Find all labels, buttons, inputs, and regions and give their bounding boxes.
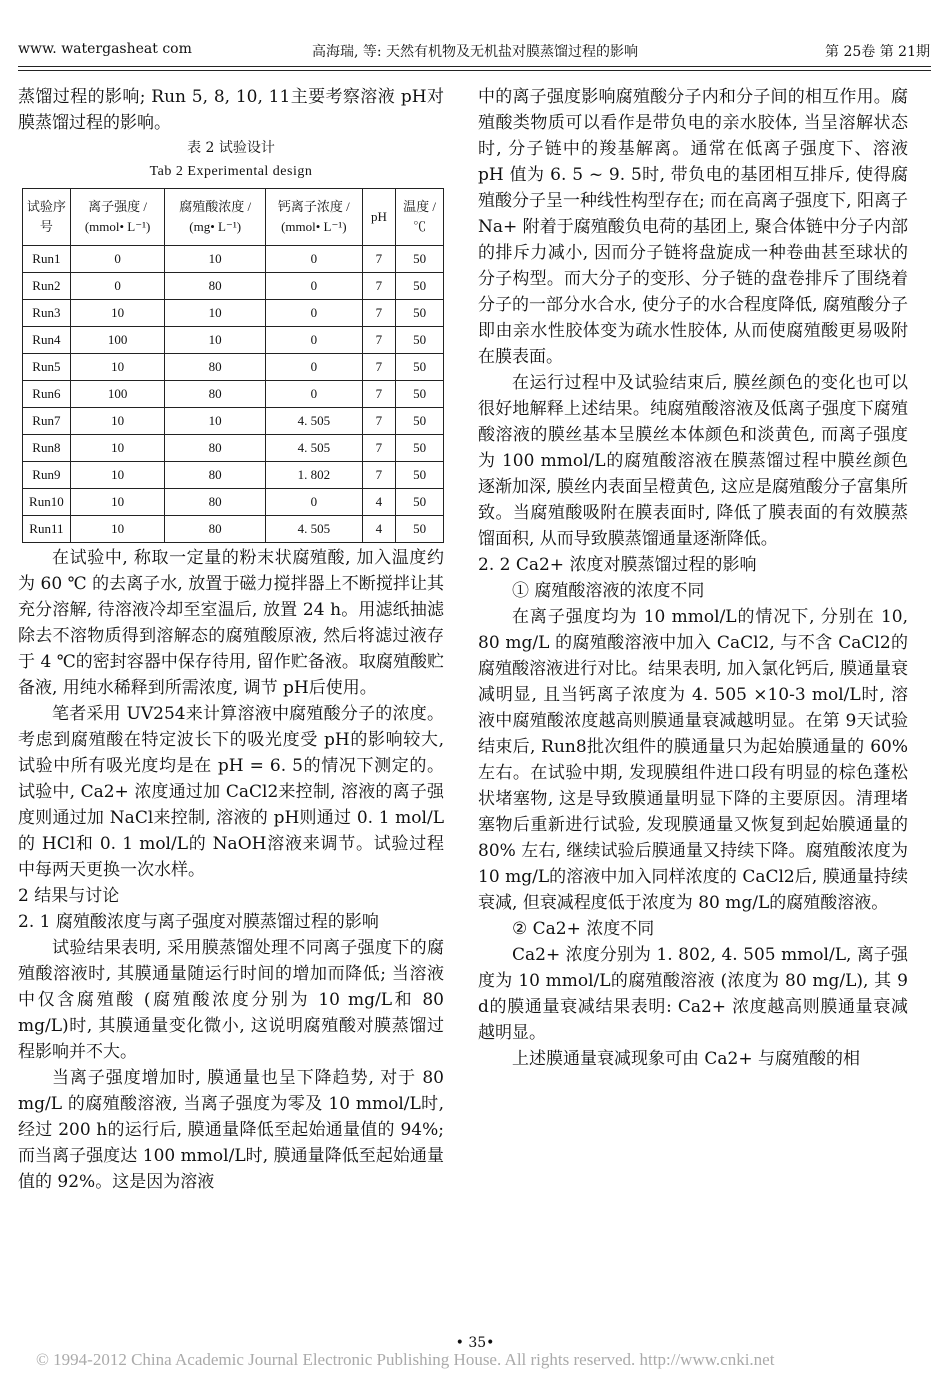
table-row — [23, 300, 444, 327]
table-cell: 50 — [396, 516, 444, 543]
table-row — [23, 435, 444, 462]
table-cell: Run1 — [23, 246, 71, 273]
table-cell: 50 — [396, 273, 444, 300]
table-row — [23, 381, 444, 408]
sub-item-2: ② Ca2+ 浓度不同 — [512, 919, 655, 939]
paragraph-membrane-color: 在运行过程中及试验结束后, 膜丝颜色的变化也可以很好地解释上述结果。纯腐殖酸溶液及低离子强度下腐殖酸溶液的膜丝基本呈膜丝本体颜色和淡黄色, 而离子强度为 100 mmol/L的腐殖酸溶液在膜蒸馏过程中膜丝颜色逐渐加深, 膜丝内表面呈橙黄色, 这应是腐殖酸分子富集所致。当腐殖酸吸附在膜表面时, 降低了膜表面的有效膜蒸馏面积, 从而导致膜蒸馏通量逐渐降低。 — [478, 373, 908, 549]
table-row — [23, 462, 444, 489]
table-cell: 80 — [165, 381, 266, 408]
header-rule-bottom — [18, 70, 931, 71]
table-cell: 7 — [362, 300, 396, 327]
table-cell: 0 — [70, 246, 165, 273]
table-cell: 1. 802 — [266, 462, 363, 489]
table-cell: Run9 — [23, 462, 71, 489]
table-cell: 7 — [362, 462, 396, 489]
paragraph-results-2: 当离子强度增加时, 膜通量也呈下降趋势, 对于 80 mg/L 的腐殖酸溶液, 当离子强度为零及 10 mmol/L时, 经过 200 h的运行后, 膜通量降低至起始通量值的 94%; 而当离子强度达 100 mmol/L时, 膜通量降低至起始通量值的 92%。这是因为溶液 — [18, 1068, 444, 1192]
table-cell: Run10 — [23, 489, 71, 516]
header-calcium-conc: 钙离子浓度 / (mmol• L⁻¹) — [266, 189, 363, 246]
table-cell: 7 — [362, 381, 396, 408]
table-cell: 80 — [165, 354, 266, 381]
table-cell: 4. 505 — [266, 435, 363, 462]
table-cell: 50 — [396, 408, 444, 435]
table-cell: 7 — [362, 327, 396, 354]
table-cell: 7 — [362, 354, 396, 381]
table-cell: 50 — [396, 300, 444, 327]
table-cell: 80 — [165, 435, 266, 462]
section-heading-results: 2 结果与讨论 — [18, 886, 120, 906]
running-title: 高海瑞, 等: 天然有机物及无机盐对膜蒸馏过程的影响 — [311, 44, 639, 60]
table-cell: 0 — [266, 354, 363, 381]
table-cell: 0 — [266, 381, 363, 408]
table-cell: 7 — [362, 273, 396, 300]
paragraph-continued: 蒸馏过程的影响; Run 5, 8, 10, 11主要考察溶液 pH对膜蒸馏过程的影响。 — [18, 87, 444, 133]
table-cell: 0 — [266, 327, 363, 354]
table-cell: 50 — [396, 462, 444, 489]
table-row — [23, 354, 444, 381]
table-row — [23, 516, 444, 543]
table-cell: 0 — [266, 273, 363, 300]
table-caption-cn: 表 2 试验设计 — [187, 140, 275, 156]
table-cell: Run8 — [23, 435, 71, 462]
table-cell: 7 — [362, 408, 396, 435]
paragraph-ca-concentration: Ca2+ 浓度分别为 1. 802, 4. 505 mmol/L, 离子强度为 10 mmol/L的腐殖酸溶液 (浓度为 80 mg/L), 其 9 d的膜通量衰减结果表明: Ca2+ 浓度越高则膜通量衰减越明显。 — [478, 945, 908, 1043]
header-humic-conc: 腐殖酸浓度 / (mg• L⁻¹) — [165, 189, 266, 246]
table-cell: Run3 — [23, 300, 71, 327]
table-cell: 50 — [396, 381, 444, 408]
table-header-row — [23, 189, 444, 246]
table-cell: 4 — [362, 489, 396, 516]
table-cell: 50 — [396, 327, 444, 354]
table-cell: 10 — [70, 435, 165, 462]
table-cell: Run5 — [23, 354, 71, 381]
subsection-heading-2-2: 2. 2 Ca2+ 浓度对膜蒸馏过程的影响 — [478, 555, 757, 575]
table-cell: 10 — [70, 408, 165, 435]
table-cell: 0 — [266, 489, 363, 516]
table-cell: 50 — [396, 246, 444, 273]
header-rule-top — [18, 66, 931, 67]
table-cell: 4 — [362, 516, 396, 543]
table-cell: Run2 — [23, 273, 71, 300]
page-number: • 35• — [455, 1335, 495, 1351]
table-cell: 50 — [396, 435, 444, 462]
table-cell: Run4 — [23, 327, 71, 354]
table-cell: 50 — [396, 354, 444, 381]
journal-website: www. watergasheat com — [18, 41, 192, 57]
table-cell: 80 — [165, 489, 266, 516]
table-cell: 10 — [70, 300, 165, 327]
table-caption-en: Tab 2 Experimental design — [149, 164, 313, 179]
table-cell: 10 — [165, 408, 266, 435]
table-cell: 10 — [165, 246, 266, 273]
volume-issue: 第 25卷 第 21期 — [825, 44, 930, 60]
table-cell: Run6 — [23, 381, 71, 408]
table-cell: 10 — [70, 462, 165, 489]
table-cell: 10 — [165, 327, 266, 354]
table-cell: 7 — [362, 246, 396, 273]
page-header — [0, 0, 950, 78]
table-cell: 7 — [362, 435, 396, 462]
table-row — [23, 246, 444, 273]
table-cell: 80 — [165, 273, 266, 300]
header-temperature: 温度 / ℃ — [396, 189, 444, 246]
table-cell: Run11 — [23, 516, 71, 543]
subsection-heading-2-1: 2. 1 腐殖酸浓度与离子强度对膜蒸馏过程的影响 — [18, 912, 379, 932]
table-cell: Run7 — [23, 408, 71, 435]
header-ionic-strength: 离子强度 / (mmol• L⁻¹) — [70, 189, 165, 246]
paragraph-cacl2-effect: 在离子强度均为 10 mmol/L的情况下, 分别在 10, 80 mg/L 的腐殖酸溶液中加入 CaCl2, 与不含 CaCl2的腐殖酸溶液进行对比。结果表明, 加入氯化钙后, 膜通量衰减明显, 且当钙离子浓度为 4. 505 ×10-3 mol/L时, 溶液中腐殖酸浓度越高则膜通量衰减越明显。在第 9天试验结束后, Run8批次组件的膜通量只为起始膜通量的 60% 左右。在试验中期, 发现膜组件进口段有明显的棕色蓬松状堵塞物, 这是导致膜通量明显下降的主要原因。清理堵塞物后重新进行试验, 发现膜通量又恢复到起始膜通量的 80% 左右, 继续试验后膜通量又持续下降。腐殖酸浓度为 10 mg/L的溶液中加入同样浓度的 CaCl2后, 膜通量持续衰减, 但衰减程度低于浓度为 80 mg/L的腐殖酸溶液。 — [478, 607, 908, 913]
table-cell: 10 — [70, 516, 165, 543]
table-cell: 0 — [266, 300, 363, 327]
paragraph-ionic-mechanism: 中的离子强度影响腐殖酸分子内和分子间的相互作用。腐殖酸类物质可以看作是带负电的亲水胶体, 当呈溶解状态时, 分子链中的羧基解离。通常在低离子强度下、溶液 pH 值为 6. 5 ~ 9. 5时, 带负电的基团相互排斥, 使得腐殖酸分子呈一种线性构型存在; 而在高离子强度下, 阳离子 Na+ 附着于腐殖酸负电荷的基团上, 聚合体链中分子内部的排斥力减小, 因而分子链将盘旋成一种卷曲甚至球状的分子构型。而大分子的变形、分子链的盘卷排斥了围绕着分子的一部分水合水, 使分子的水合程度降低, 腐殖酸分子即由亲水性胶体变为疏水性胶体, 从而使腐殖酸更易吸附在膜表面。 — [478, 87, 908, 367]
table-cell: 0 — [70, 273, 165, 300]
table-cell: 10 — [165, 300, 266, 327]
copyright-watermark: © 1994-2012 China Academic Journal Electronic Publishing House. All rights reserved. http://www.cnki.net — [36, 1350, 775, 1369]
experimental-design-table — [22, 188, 444, 543]
paragraph-flux-decline: 上述膜通量衰减现象可由 Ca2+ 与腐殖酸的相 — [512, 1049, 861, 1069]
table-cell: 80 — [165, 462, 266, 489]
table-cell: 0 — [266, 246, 363, 273]
header-run: 试验序号 — [23, 189, 71, 246]
table-cell: 4. 505 — [266, 408, 363, 435]
table-cell: 100 — [70, 381, 165, 408]
left-column — [18, 84, 444, 1195]
paragraph-uv-method: 笔者采用 UV254来计算溶液中腐殖酸分子的浓度。考虑到腐殖酸在特定波长下的吸光度受 pH的影响较大, 试验中所有吸光度均是在 pH = 6. 5的情况下测定的。试验中, Ca2+ 浓度通过加 CaCl2来控制, 溶液的离子强度则通过加 NaCl来控制, 溶液的 pH则通过 0. 1 mol/L的 HCl和 0. 1 mol/L的 NaOH溶液来调节。试验过程中每两天更换一次水样。 — [18, 704, 444, 880]
table-cell: 10 — [70, 489, 165, 516]
table-row — [23, 273, 444, 300]
table-row — [23, 327, 444, 354]
table-cell: 100 — [70, 327, 165, 354]
paragraph-results-1: 试验结果表明, 采用膜蒸馏处理不同离子强度下的腐殖酸溶液时, 其膜通量随运行时间的增加而降低; 当溶液中仅含腐殖酸 (腐殖酸浓度分别为 10 mg/L和 80 mg/L)时, 其膜通量变化微小, 这说明腐殖酸对膜蒸馏过程影响并不大。 — [18, 938, 444, 1062]
table-cell: 80 — [165, 516, 266, 543]
right-column — [478, 84, 908, 1072]
table-row — [23, 489, 444, 516]
table-row — [23, 408, 444, 435]
table-cell: 4. 505 — [266, 516, 363, 543]
table-cell: 10 — [70, 354, 165, 381]
paragraph-preparation: 在试验中, 称取一定量的粉末状腐殖酸, 加入温度约为 60 ℃ 的去离子水, 放置于磁力搅拌器上不断搅拌让其充分溶解, 待溶液冷却至室温后, 放置 24 h。用滤纸抽滤除去不溶物质得到溶解态的腐殖酸原液, 然后将滤过液存于 4 ℃的密封容器中保存待用, 留作贮备液。取腐殖酸贮备液, 用纯水稀释到所需浓度, 调节 pH后使用。 — [18, 548, 444, 698]
table-cell: 50 — [396, 489, 444, 516]
sub-item-1: ① 腐殖酸溶液的浓度不同 — [512, 581, 705, 601]
header-ph: pH — [362, 189, 396, 246]
